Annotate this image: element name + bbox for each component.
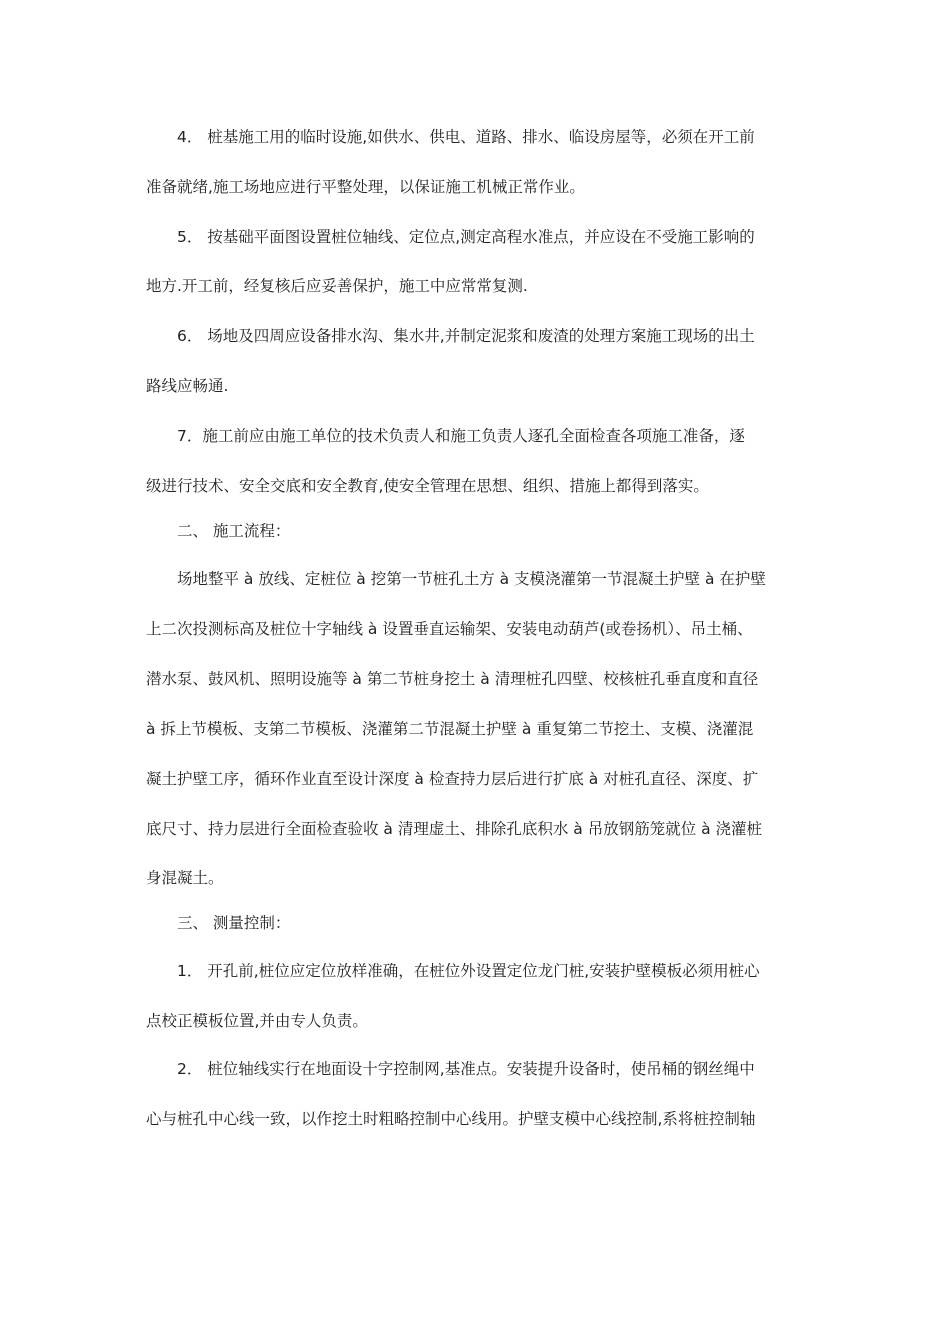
section-heading: 三、 测量控制： bbox=[177, 914, 291, 932]
text-line: 身混凝土。 bbox=[146, 869, 224, 887]
text-line: 5． 按基础平面图设置桩位轴线、定位点,测定高程水准点，并应设在不受施工影响的 bbox=[177, 228, 755, 246]
text-line: 场地整平 à 放线、定桩位 à 挖第一节桩孔土方 à 支模浇灌第一节混凝土护壁 à 在护壁 bbox=[177, 570, 766, 588]
text-line: 心与桩孔中心线一致，以作挖土时粗略控制中心线用。护壁支模中心线控制,系将桩控制轴 bbox=[146, 1110, 756, 1128]
text-line: 点校正模板位置,并由专人负责。 bbox=[146, 1012, 368, 1030]
text-line: 1． 开孔前,桩位应定位放样准确，在桩位外设置定位龙门桩,安装护壁模板必须用桩心 bbox=[177, 962, 760, 980]
section-heading: 二、 施工流程： bbox=[177, 522, 291, 540]
text-line: 上二次投测标高及桩位十字轴线 à 设置垂直运输架、安装电动葫芦(或卷扬机）、吊土桶、 bbox=[146, 620, 753, 638]
text-line: 6． 场地及四周应设备排水沟、集水井,并制定泥浆和废渣的处理方案施工现场的出土 bbox=[177, 327, 755, 345]
text-line: 底尺寸、持力层进行全面检查验收 à 清理虚土、排除孔底积水 à 吊放钢筋笼就位 à 浇灌桩 bbox=[146, 820, 763, 838]
text-line: à 拆上节模板、支第二节模板、浇灌第二节混凝土护壁 à 重复第二节挖土、支模、浇灌混 bbox=[146, 720, 754, 738]
text-line: 潜水泵、鼓风机、照明设施等 à 第二节桩身挖土 à 清理桩孔四壁、校核桩孔垂直度和直径 bbox=[146, 670, 759, 688]
text-line: 路线应畅通. bbox=[146, 377, 229, 395]
text-line: 地方.开工前，经复核后应妥善保护，施工中应常常复测. bbox=[146, 277, 528, 295]
text-line: 凝土护壁工序，循环作业直至设计深度 à 检查持力层后进行扩底 à 对桩孔直径、深度、扩 bbox=[146, 770, 759, 788]
text-line: 4． 桩基施工用的临时设施,如供水、供电、道路、排水、临设房屋等，必须在开工前 bbox=[177, 128, 755, 146]
text-line: 7．施工前应由施工单位的技术负责人和施工负责人逐孔全面检查各项施工准备，逐 bbox=[177, 427, 745, 445]
text-line: 级进行技术、安全交底和安全教育,使安全管理在思想、组织、措施上都得到落实。 bbox=[146, 477, 709, 495]
text-line: 2． 桩位轴线实行在地面设十字控制网,基准点。安装提升设备时，使吊桶的钢丝绳中 bbox=[177, 1060, 755, 1078]
text-line: 准备就绪,施工场地应进行平整处理，以保证施工机械正常作业。 bbox=[146, 178, 585, 196]
